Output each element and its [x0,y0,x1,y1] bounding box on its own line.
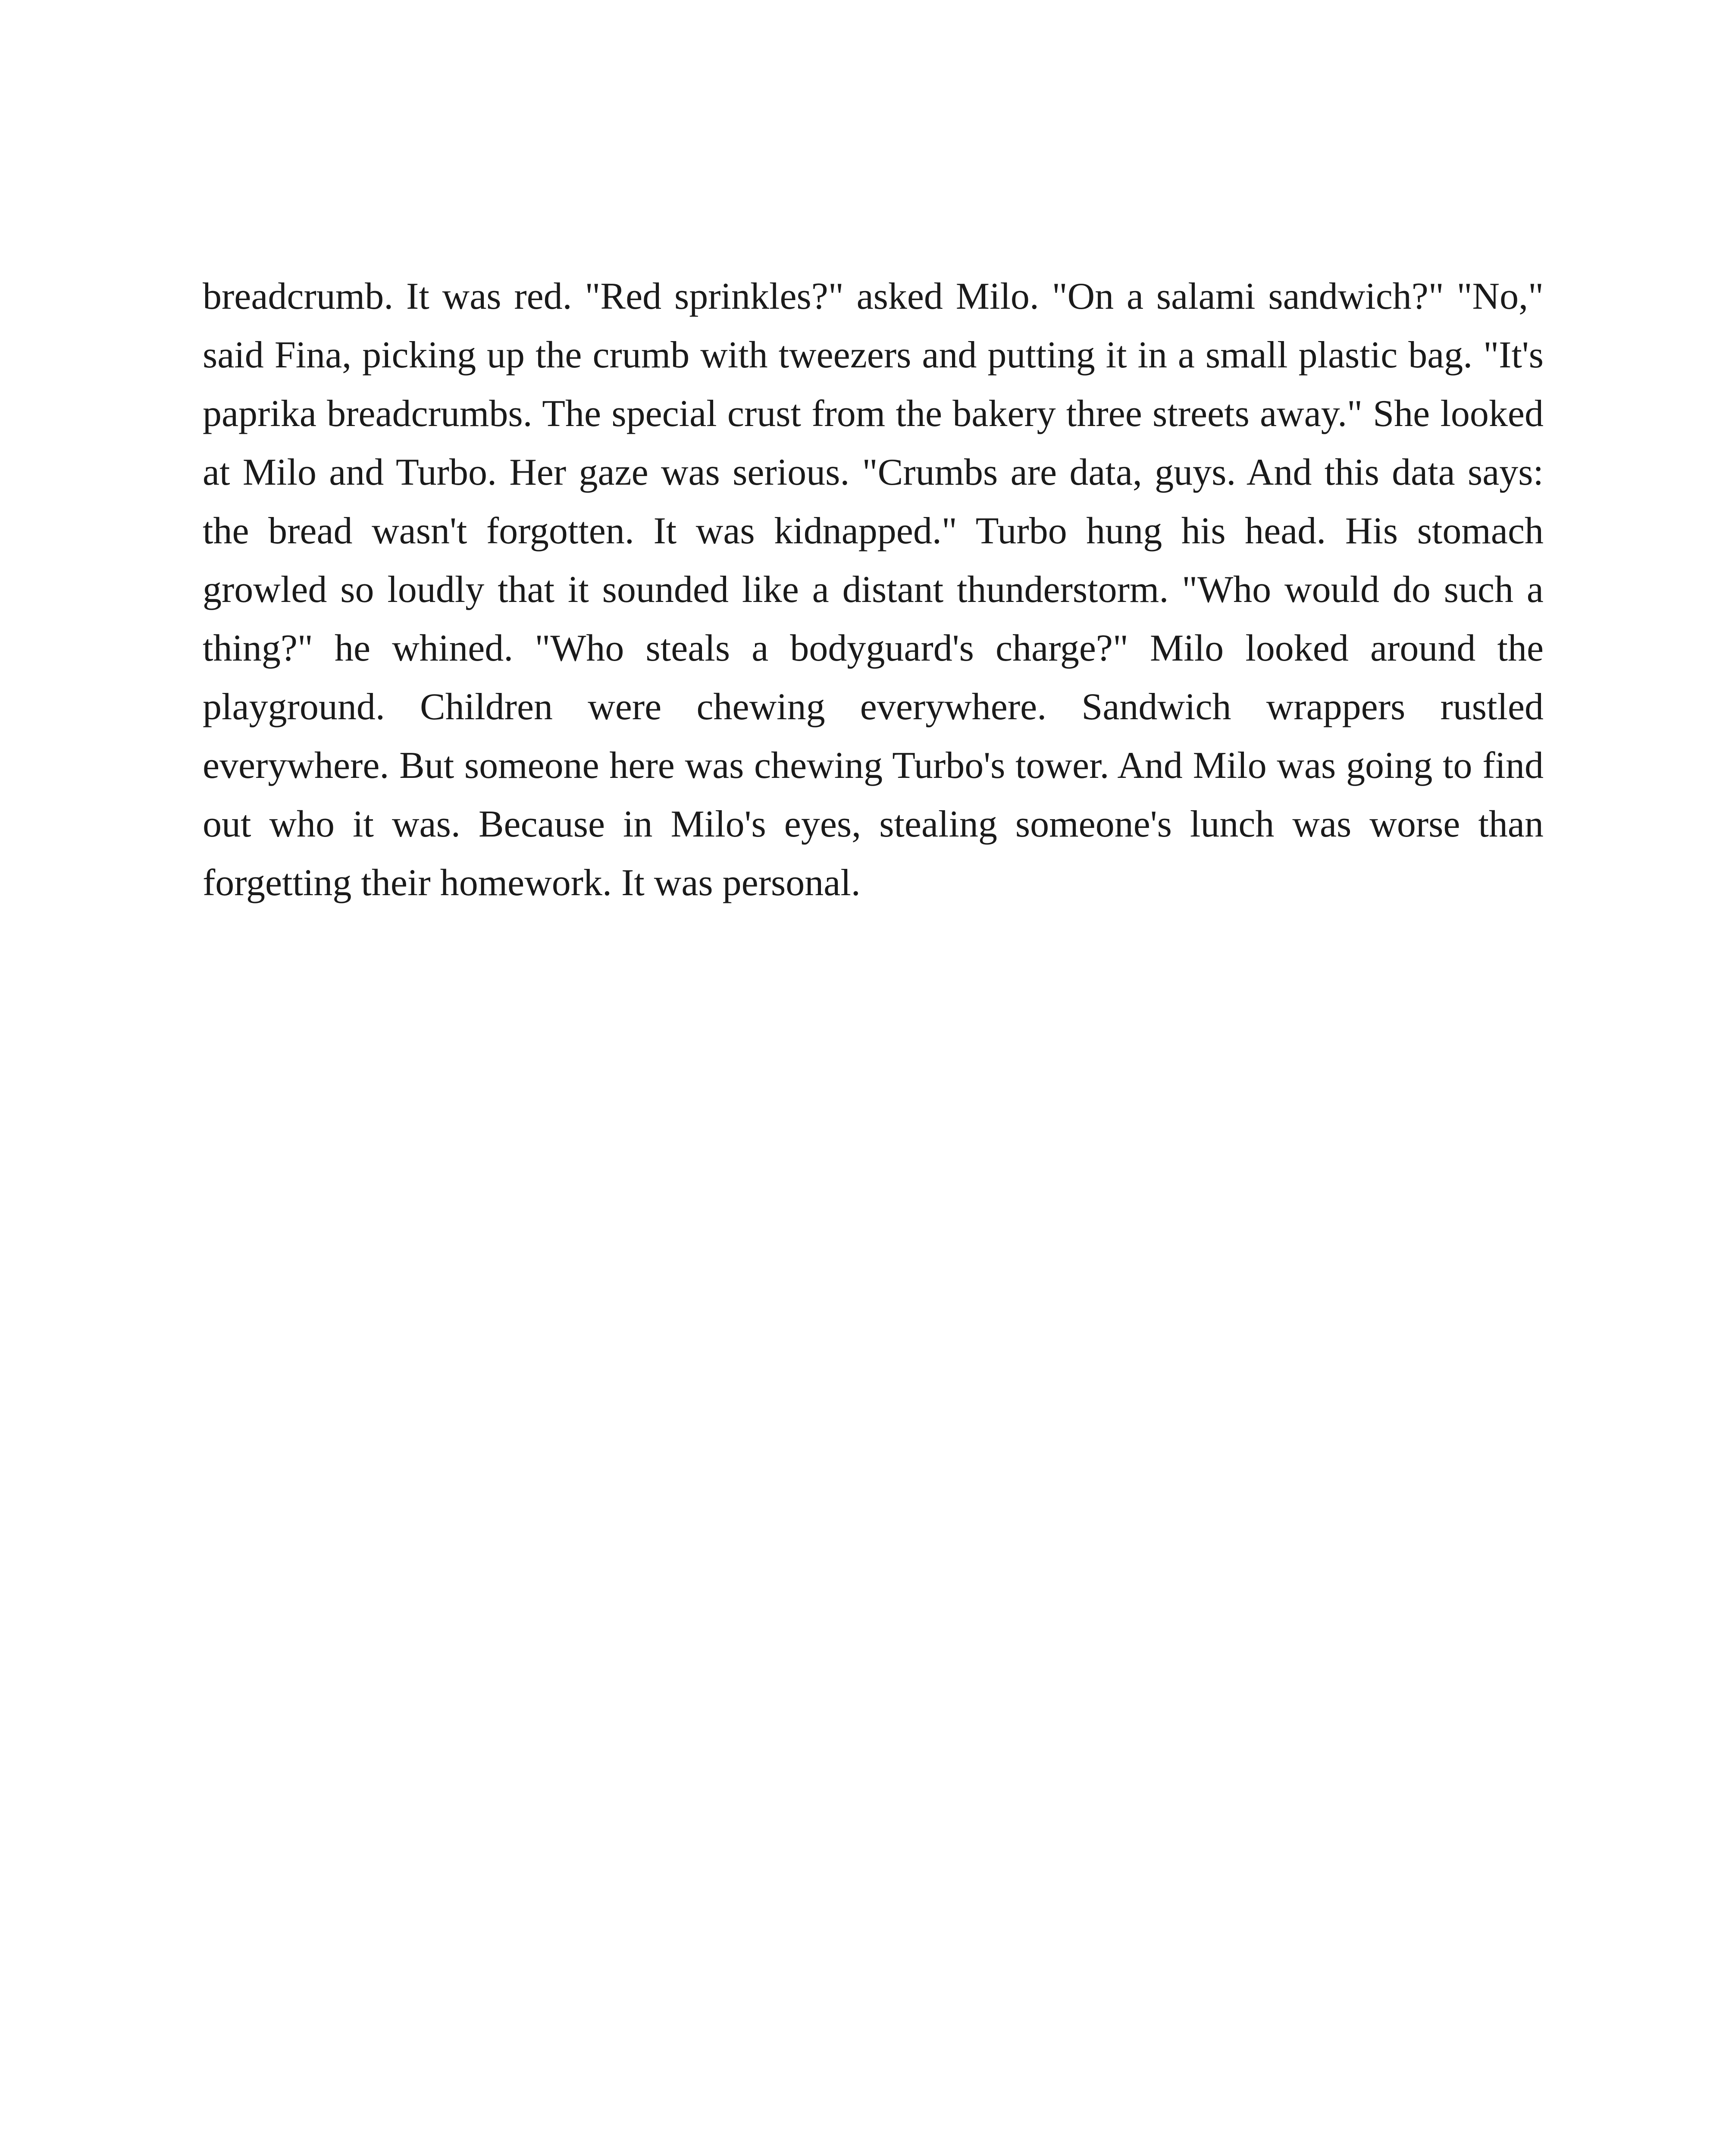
body-paragraph: breadcrumb. It was red. "Red sprinkles?" asked Milo. "On a salami sandwich?" "No," said Fina, picking up the crumb with tweezers and putting it in a small plastic bag. "It's paprika breadcrumbs. The special crust from the bakery three streets away." She looked at Milo and Turbo. Her gaze was serious. "Crumbs are data, guys. And this data says: the bread wasn't forgotten. It was kidnapped." Turbo hung his head. His stomach growled so loudly that it sounded like a distant thunderstorm. "Who would do such a thing?" he whined. "Who steals a bodyguard's charge?" Milo looked around the playground. Children were chewing everywhere. Sandwich wrappers rustled everywhere. But someone here was chewing Turbo's tower. And Milo was going to find out who it was. Because in Milo's eyes, stealing someone's lunch was worse than forgetting their homework. It was personal. [203,276,1544,904]
